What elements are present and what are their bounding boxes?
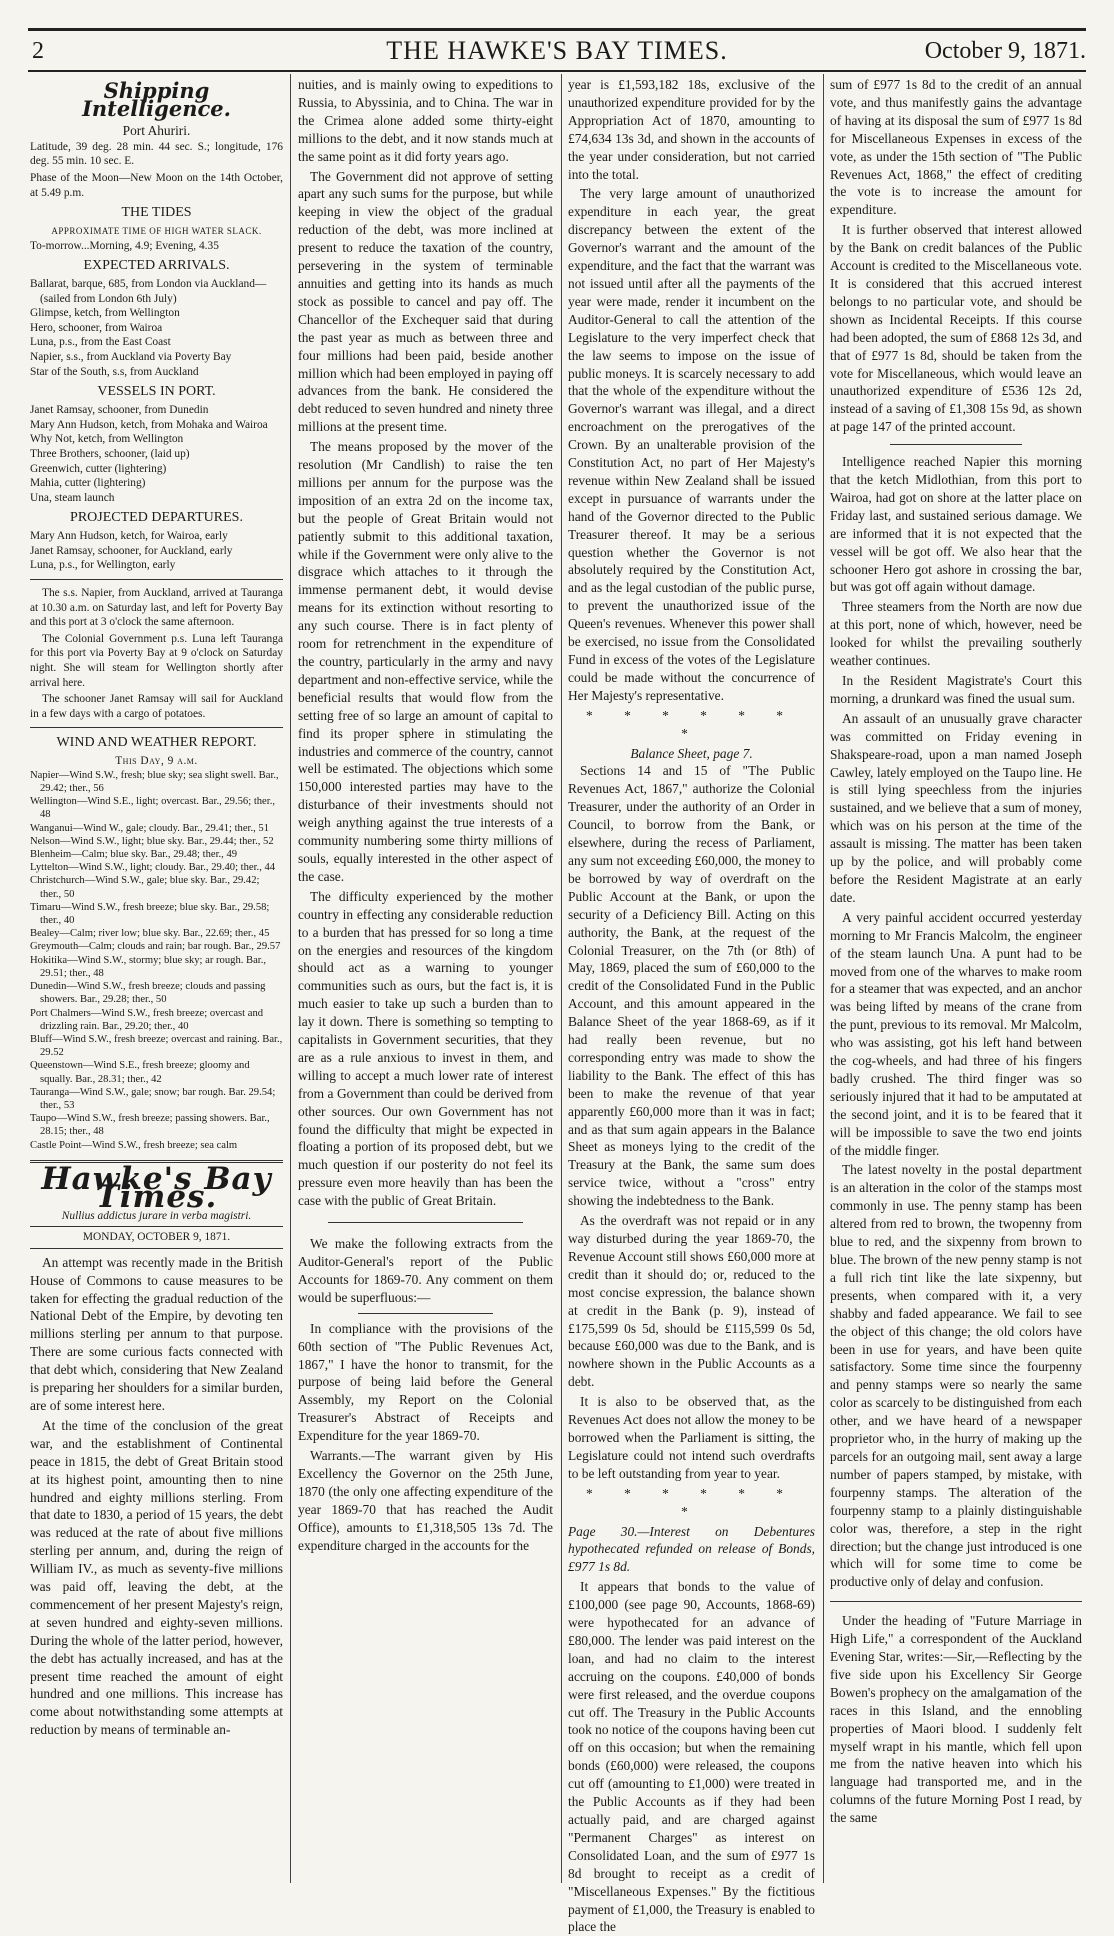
list-item: Mary Ann Hudson, ketch, for Wairoa, early [30,530,228,543]
shipping-paragraph: The Colonial Government p.s. Luna left Tauranga for this port via Poverty Bay at 9 o'clock on Saturday night. She will steam for Wellington shortly after arrival here. [30,632,283,689]
weather-heading: WIND AND WEATHER REPORT. [56,735,257,751]
divider [30,579,283,580]
column-divider [561,74,562,1883]
expected-heading: EXPECTED ARRIVALS. [83,258,230,274]
list-item: Star of the South, s.s, from Auckland [30,365,199,378]
news-paragraph: Three steamers from the North are now due at this port, none of which, however, need be looked for whilst the prevailing southerly weather continues. [830,599,1082,669]
list-item: Three Brothers, schooner, (laid up) [30,447,190,460]
weather-entry: Napier—Wind S.W., fresh; blue sky; sea slight swell. Bar., 29.42; ther., 56 [30,769,279,795]
masthead-rule [28,70,1086,72]
shipping-paragraph: The s.s. Napier, from Auckland, arrived at Tauranga at 10.30 a.m. on Saturday last, and left for Poverty Bay and this port at 3 o'clock the same afternoon. [30,587,283,629]
weather-entry: Queenstown—Wind S.E., fresh breeze; gloomy and squally. Bar., 28.31; ther., 42 [30,1060,250,1085]
page-date: October 9, 1871. [924,38,1086,64]
weather-list [30,769,283,1152]
section-stars: * * * * * * * [586,707,797,741]
weather-entry: Christchurch—Wind S.W., gale; blue sky. Bar., 29.42; ther., 50 [30,875,260,900]
article-paragraph: As the overdraft was not repaid or in any way disturbed during the year 1869-70, the Revenue Account still shows £60,000 more at credit than it should do; or, reduced to the most concise expression, the balance shown at credit in the Bank (p. 9), instead of £175,599 0s 5d, should be £115,599 0s 5d, because £60,000 was due to the Bank, and is nowhere shown in the Public Accounts as a debt. [568,1213,815,1390]
divider [890,444,1022,445]
news-paragraph: In the Resident Magistrate's Court this morning, a drunkard was fined the usual sum. [830,673,1082,706]
divider [30,1226,283,1227]
shipping-paragraph: The schooner Janet Ramsay will sail for Auckland in a few days with a cargo of potatoes. [30,693,283,720]
column-divider [290,74,291,1883]
news-paragraph: An assault of an unusually grave character was committed on Friday evening in Shakspeare-road, upon a man named Joseph Cawley, lately employed on the Taupo line. He is still lying speechless from the injuries sustained, and we believe that a sum of money, which was on his person at the time of the assault is missing. The matter has been taken up by the police, and will probably come before the Resident Magistrate at an early date. [830,710,1082,905]
article-paragraph: The Government did not approve of setting apart any such sums for the purpose, but while keeping in view the object of the gradual reduction of the debt, was more inclined at present to reduce the taxation of the country, persevering in the system of terminable annuities and getting into its hands as much stock as possible to cancel and pay off. The Chancellor of the Exchequer said that during the past year as much as between three and four millions had been paid, beside another million which had been employed in paying off advances from the bank. He considered the debt reduced to seven hundred and ninety three millions at the present time. [298,168,553,435]
divider [30,727,283,728]
list-item: Janet Ramsay, schooner, from Dunedin [30,404,209,417]
article-paragraph: nuities, and is mainly owing to expeditions to Russia, to Abyssinia, and to China. The war in the Crimea alone added some thirty-eight millions to the debt, and it now stands much at the same point as it did forty years ago. [298,77,553,164]
article-paragraph: It is also to be observed that, as the Revenues Act does not allow the money to be borrowed when the Parliament is sitting, the Legislature could not intend such overdrafts to be left outstanding from year to year. [568,1394,815,1481]
in-port-list [30,403,283,505]
article-paragraph: In compliance with the provisions of the 60th section of "The Public Revenues Act, 1867," I have the honor to transmit, for the purpose of being laid before the General Assembly, my Report on the Colonial Treasurer's Abstract of Receipts and Expenditure for the year 1869-70. [298,1320,553,1444]
divider [358,1313,493,1314]
leader-paragraph: At the time of the conclusion of the great war, and the establishment of Continental peace in 1815, the debt of Great Britain stood at its highest point, amounting then to nine hundred and eighty millions sterling. From that date to 1830, a period of 15 years, the debt was reduced at the rate of about five millions sterling per annum, and, during the reign of William IV., as much as seventy-five millions was paid off, leaving the debt, at the commencement of her present Majesty's reign, at seven hundred and eighty-seven millions. During the whole of the latter period, however, the debt has actually increased, and has at the present time reached the amount of eight hundred and one millions. This increase has come about notwithstanding some attempts at reduction by means of terminable an- [30,1417,283,1738]
departures-heading: PROJECTED DEPARTURES. [70,510,243,526]
news-paragraph: Intelligence reached Napier this morning that the ketch Midlothian, from this port to Wairoa, had got on shore at the latter place on Friday last, and sustained serious damage. We are informed that it is not expected that the vessel will be got off. We also hear that the schooner Hero got ashore in crossing the bar, but was got off again without damage. [830,454,1082,595]
divider [30,1248,283,1249]
motto: Nullius addictus jurare in verba magistri. [61,1209,252,1222]
article-paragraph: We make the following extracts from the Auditor-General's report of the Public Accounts for 1869-70. Any comment on them would be superfluous:— [298,1236,553,1305]
list-item: Mahia, cutter (lightering) [30,477,146,490]
shipping-heading: Shipping Intelligence. [82,78,231,121]
weather-entry: Nelson—Wind S.W., light; blue sky. Bar., 29.44; ther., 52 [30,835,274,847]
moon-phase: Phase of the Moon—New Moon on the 14th October, at 5.49 p.m. [30,171,283,199]
list-item: Hero, schooner, from Wairoa [30,321,163,334]
weather-entry: Dunedin—Wind S.W., fresh breeze; clouds and passing showers. Bar., 29.28; ther., 50 [30,981,266,1006]
weather-entry: Bluff—Wind S.W., fresh breeze; overcast and raining. Bar., 29.52 [30,1033,283,1059]
newspaper-title: THE HAWKE'S BAY TIMES. [386,36,728,65]
lat-long: Latitude, 39 deg. 28 min. 44 sec. S.; longitude, 176 deg. 55 min. 10 sec. E. [30,140,283,168]
list-item: Greenwich, cutter (lightering) [30,462,167,475]
column-2 [298,76,553,1885]
weather-entry: Castle Point—Wind S.W., fresh breeze; sea calm [30,1139,238,1151]
list-item: Ballarat, barque, 685, from London via Auckland—(sailed from London 6th July) [30,278,267,305]
divider [328,1222,523,1223]
leader-paragraph: An attempt was recently made in the British House of Commons to cause measures to be taken for effecting the gradual reduction of the National Debt of the Empire, by devoting ten millions sterling per annum to that purpose. There are some curious facts connected with that debt which, considering that New Zealand is preparing her shoulders for a similar burden, are of some interest here. [30,1254,283,1413]
page-masthead [28,36,1086,70]
list-item: Glimpse, ketch, from Wellington [30,307,180,320]
list-item: Una, steam launch [30,491,115,504]
tides-sub: APPROXIMATE TIME OF HIGH WATER SLACK. [51,226,262,236]
article-paragraph: sum of £977 1s 8d to the credit of an annual vote, and thus manifestly gains the advantage of having at its disposal the sum of £977 1s 8d for Miscellaneous Expenses in excess of the vote, as under the 15th section of "The Public Revenues Act, 1868," the effect of crediting the vote is to increase the amount for expenditure. [830,77,1082,218]
in-port-heading: VESSELS IN PORT. [97,384,216,400]
page-number: 2 [32,38,44,64]
weather-entry: Wanganui—Wind W., gale; cloudy. Bar., 29.41; ther., 51 [30,822,270,834]
weather-entry: Blenheim—Calm; blue sky. Bar., 29.48; ther., 49 [30,849,238,861]
list-item: Mary Ann Hudson, ketch, from Mohaka and Wairoa [30,418,268,431]
weather-entry: Hokitika—Wind S.W., stormy; blue sky; ar rough. Bar., 29.51; ther., 48 [30,954,267,979]
list-item: Why Not, ketch, from Wellington [30,433,184,446]
issue-date: MONDAY, OCTOBER 9, 1871. [82,1231,231,1244]
article-paragraph: Warrants.—The warrant given by His Excellency the Governor on the 25th June, 1870 (the only one affecting expenditure of the year 1869-70 that has reached the Audit Office), amounts to £1,318,505 13s 7d. The expenditure charged in the accounts for the [298,1448,553,1553]
divider [830,1601,1082,1602]
article-paragraph: The means proposed by the mover of the resolution (Mr Candlish) to raise the ten millions per annum for the purpose was the imposition of an extra 2d on the income tax, but the people of Great Britain would not patiently submit to this additional taxation, while if the Government were only alive to the disgrace which attaches to it through the immense permanent debt, it would devise means for its extinction without resorting to any such course. There is in fact plenty of room for retrenchment in the expenditure of the country, particularly in the army and navy department and non-effective service, while the beneficial results that would flow from the setting free of so large an amount of capital to find its proper sphere in stimulating the industries and commerce of the country, cannot well be estimated. The objections which some 150,000 interested parties may have to the disturbance of their investments should not weigh anything against the true interests of a community numbering some thirty millions of souls, equally interested in the other aspect of the case. [298,439,553,884]
weather-entry: Timaru—Wind S.W., fresh breeze; blue sky. Bar., 29.58; ther., 40 [30,901,270,927]
article-paragraph: The very large amount of unauthorized expenditure in each year, the great discrepancy between the extent of the Governor's warrant and the amount of the expenditure, and the fact that the warrant was not issued until after all the payments of the year were made, render it incumbent on the Auditor-General to call the attention of the Legislature to the very imperfect check that the law seems to impose on the issue of public moneys. It is scarcely necessary to add that the whole of the expenditure without the Governor's warrant was illegal, and a direct encroachment on the prerogatives of the Crown. By an unalterable provision of the Constitution Act, no part of Her Majesty's revenue within New Zealand shall be issued except in pursuance of warrants under the hand of the Governor directed to the Public Treasurer thereof. It may be a serious question whether the Governor is not absolutely required by the Constitution Act, and as the legal custodian of the public purse, to prevent the unauthorized issue of the Queen's revenues. Whenever this power shall be exercised, no issue from the Consolidated Fund in excess of the votes of the Legislature could be made without the concurrence of Her Majesty's representative. [568,186,815,703]
top-rule [28,28,1086,31]
article-paragraph: Sections 14 and 15 of "The Public Revenues Act, 1867," authorize the Colonial Treasurer, under the authority of an Order in Council, to borrow from the Bank, or elsewhere, during the recess of Parliament, any sum not exceeding £60,000, the money to be borrowed by way of overdraft on the Public Account at the Bank, or upon the security of a Deficiency Bill. Acting on this authority, the Bank, at the request of the Colonial Treasurer, on the 7th (or 8th) of May, 1869, placed the sum of £60,000 to the credit of the Consolidated Fund in the Public Account, and this amount appeared in the Balance Sheet of the year 1868-69, as if it had really been revenue, but no corresponding entry was made to show the liability to the Bank. The effect of this has been to make the revenue of that year apparently £60,000 more than it was in fact; and as that sum again appears in the Balance Sheet as moneys lying to the credit of the Treasury at the Bank, the same sum does service twice, without a "cross" entry showing the indebtedness to the Bank. [568,763,815,1209]
paper-title: Hawke's Bay Times. [41,1160,272,1215]
balance-sheet-heading: Balance Sheet, page 7. [630,745,753,761]
list-item: Napier, s.s., from Auckland via Poverty Bay [30,351,232,364]
weather-entry: Bealey—Calm; river low; blue sky. Bar., 22.69; ther., 45 [30,928,270,940]
list-item: Janet Ramsay, schooner, for Auckland, early [30,544,233,557]
news-paragraph: A very painful accident occurred yesterday morning to Mr Francis Malcolm, the engineer of the steam launch Una. A punt had to be moved from one of the wharves to make room for a steamer that was expected, and an anchor was being lifted by means of the crane from the punt, previous to its removal. Mr Malcolm, who was assisting, got his left hand between the cog-wheels, and had three of his fingers badly crushed. The third finger was so seriously injured that it had to be amputated at the second joint, and it is to be feared that it will be impossible to save the two end joints of the middle finger. [830,909,1082,1158]
page30-heading: Page 30.—Interest on Debentures hypothecated refunded on release of Bonds, £977 1s 8d. [568,1523,815,1575]
weather-entry: Greymouth—Calm; clouds and rain; bar rough. Bar., 29.57 [30,941,281,953]
weather-entry: Port Chalmers—Wind S.W., fresh breeze; overcast and drizzling rain. Bar., 29.20; ther., 40 [30,1007,264,1032]
weather-entry: Taupo—Wind S.W., fresh breeze; passing showers. Bar., 28.15; ther., 48 [30,1113,270,1138]
tides-line: To-morrow...Morning, 4.9; Evening, 4.35 [30,239,219,252]
column-3 [568,76,815,1935]
article-paragraph: It appears that bonds to the value of £100,000 (see page 90, Accounts, 1868-69) were hypothecated for an advance of £80,000. The lender was paid interest on the loan, and had no claim to the interest accruing on the coupons. £40,000 of bonds were first released, and the overdue coupons cut off. The Treasury in the Public Accounts took no notice of the coupons having been cut off on this occasion; but when the remaining bonds (£60,000) were released, the coupons cut off (amounting to £1,000) were treated in the Public Accounts as if they had been actually paid, and are charged against "Permanent Charges" as interest on Consolidated Loan, and the sum of £977 1s 8d brought to receipt as a credit of "Miscellaneous Expenses." By the fictitious payment of £1,000, the Treasury is enabled to place the [568,1579,815,1935]
article-paragraph: year is £1,593,182 18s, exclusive of the unauthorized expenditure provided for by the Appropriation Act of 1870, amounting to £74,634 13s 3d, and shown in the accounts of the year under consideration, but not carried into the total. [568,77,815,182]
weather-date: This Day, 9 a.m. [115,755,198,768]
port-name: Port Ahuriri. [122,122,191,138]
tides-heading: THE TIDES [121,205,192,221]
column-4 [830,76,1082,1885]
expected-list [30,277,283,379]
article-paragraph: It is further observed that interest allowed by the Bank on credit balances of the Public Account is credited to the Miscellaneous vote. It is considered that this accrued interest belongs to no particular vote, and should be shown as Incidental Receipts. If this course had been adopted, the sum of £868 12s 3d, and that of £977 1s 8d, should be taken from the vote for Miscellaneous, which would leave an unauthorized expenditure of £536 12s 2d, instead of a saving of £1,308 15s 9d, as shown at page 147 of the printed account. [830,222,1082,435]
news-paragraph: Under the heading of "Future Marriage in High Life," a correspondent of the Auckland Evening Star, writes:—Sir,—Reflecting by the five side upon his Excellency Sir George Bowen's prophecy on the amalgamation of the races in this Island, and the ennobling properties of Maori blood. I suddenly felt myself wrapt in his mantle, which fell upon me from the native heaven into which his language had transported me, and in the columns of the future Morning Post I read, by the same [830,1613,1082,1826]
list-item: Luna, p.s., from the East Coast [30,336,171,349]
section-stars: * * * * * * * [586,1485,797,1519]
column-1 [30,76,283,1885]
article-paragraph: The difficulty experienced by the mother country in effecting any considerable reduction to a burden that has pressed for so long a time on the energies and resources of the kingdom should act as a warning to younger communities such as ours, but the fact is, it is much easier to take up such a burden than to lay it down. There is something so tempting to capitalists in Government securities, that they are as a rule anxious to invest in them, and willing to accept a much lower rate of interest from a Government than could be derived from other sources. Our own Government has not found the difficulty that might be expected in floating a portion of its proposed debt, but we much question if our posterity do not feel its pressure even more heavily than has been the case with the public of Great Britain. [298,888,553,1209]
column-divider [823,74,824,1883]
news-paragraph: The latest novelty in the postal department is an alteration in the color of the stamps most commonly in use. The penny stamp has been altered from red to brown, the twopenny from blue to red, and the sixpenny from brown to blue. The brown of the new penny stamp is not a full rich tint like the late sixpenny, but presents, when compared with it, a very shabby and faded appearance. We fail to see the object of this change; the old colors have been in use for years, and have been quite satisfactory. Some time since the fourpenny and penny stamps were so nearly the same color as scarcely to be distinguished from each other, and we have heard of a newspaper proprietor who, in the hurry of making up the parcels for an outgoing mail, sent away a large number of papers stamped, by mistake, with fourpenny stamps. The alteration of the fourpenny stamp to a plainly distinguishable color was, therefore, a step in the right direction; but the change just introduced is one which will for some time to come be productive only of delay and confusion. [830,1162,1082,1590]
departures-list [30,529,283,573]
weather-entry: Wellington—Wind S.E., light; overcast. Bar., 29.56; ther., 48 [30,796,275,821]
weather-entry: Lyttelton—Wind S.W., light; cloudy. Bar., 29.40; ther., 44 [30,862,276,874]
weather-entry: Tauranga—Wind S.W., gale; snow; bar rough. Bar. 29.54; ther., 53 [30,1086,276,1111]
list-item: Luna, p.s., for Wellington, early [30,559,176,572]
